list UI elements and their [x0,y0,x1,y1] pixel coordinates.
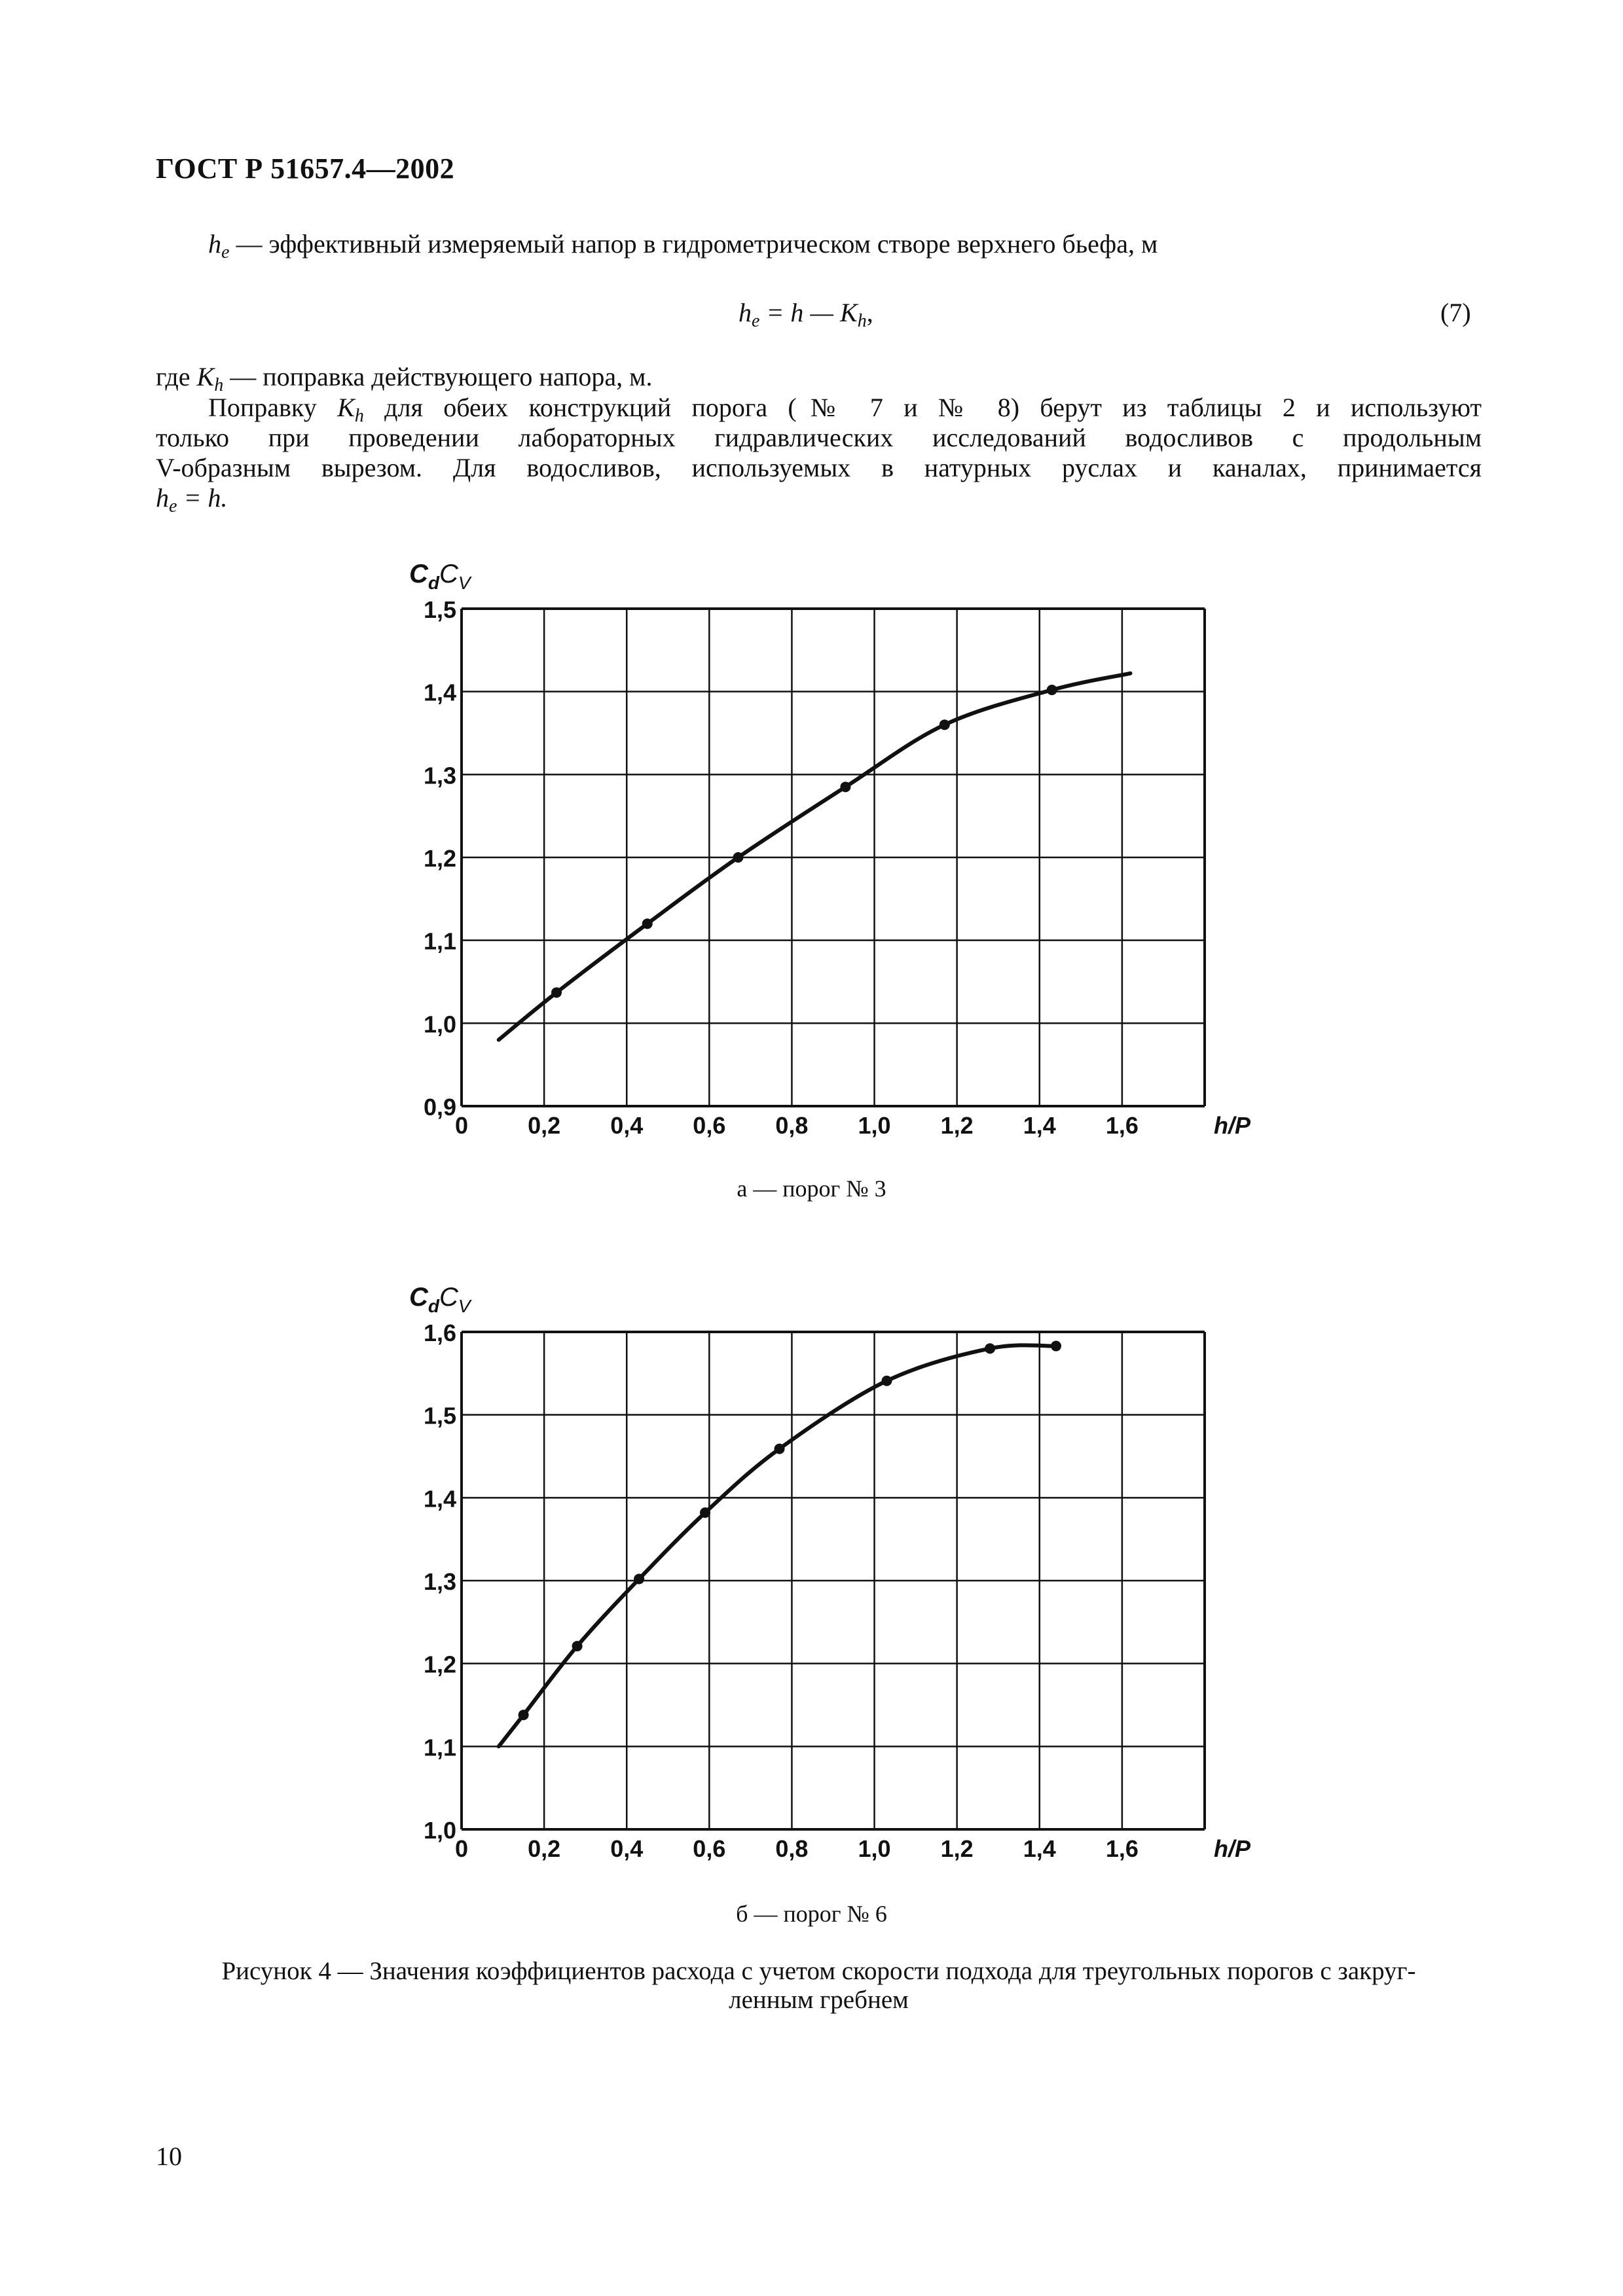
chart-a-x-tick-label: 0,8 [775,1112,809,1139]
chart-b-data-point [775,1444,785,1454]
chart-b-y-tick-label: 1,2 [423,1651,456,1678]
chart-b-x-tick-label: 1,2 [940,1835,974,1862]
chart-a-y-tick-label: 1,0 [423,1011,456,1038]
chart-a-y-tick-label: 1,3 [423,762,456,789]
chart-b-y-tick-label: 1,0 [423,1817,456,1844]
chart-a-y-axis-label [409,560,472,593]
kh-where: где [156,362,197,391]
chart-a-y-tick-label: 0,9 [423,1094,456,1121]
figure-caption-line-2: ленным гребнем [729,1986,909,2014]
chart-a-data-point [551,987,562,997]
formula-lhs: h [739,298,752,327]
paragraph-line-4 [156,483,227,522]
chart-b-y-tick-label: 1,5 [423,1402,456,1429]
he-symbol: h [208,229,221,259]
chart-a-y-tick-label: 1,2 [423,845,456,872]
chart-a-x-tick-label: 1,4 [1023,1112,1056,1139]
chart-a-y-tick-label: 1,1 [423,927,456,955]
chart-b-data-point [572,1641,583,1651]
paragraph-line-3: V-образным вырезом. Для водосливов, используемых в натурных руслах и каналах, принимается [156,453,1482,482]
paragraph-text: для обеих конструкций порога (№ 7 и № 8) берут из таблицы 2 и используют [363,393,1482,422]
chart-b-y-label-c1: C [409,1283,428,1312]
formula-lhs-sub: e [752,311,760,331]
chart-b-x-tick-label: 1,4 [1023,1835,1056,1862]
kh-definition-text: — поправка действующего напора, м. [223,362,653,391]
chart-a-y-tick-label: 1,5 [423,596,456,623]
chart-a-data-point [1047,685,1057,695]
figure-caption-line-1: Рисунок 4 — Значения коэффициентов расхода с учетом скорости подхода для треугольных порогов с закруг- [221,1957,1416,1985]
chart-b-subcaption: б — порог № 6 [736,1901,887,1927]
chart-a-x-tick-label: 0,6 [693,1112,726,1139]
he-symbol-sub: e [169,496,177,516]
chart-b-y-label-sub2: V [458,1296,471,1316]
chart-b-y-tick-label: 1,3 [423,1568,456,1595]
chart-a-x-axis-label: h/P [1213,1112,1251,1139]
formula-end: , [866,298,873,327]
chart-a-x-tick-label: 1,0 [858,1112,891,1139]
chart-b-data-point [881,1376,892,1386]
chart-b-y-axis-label [409,1283,472,1316]
chart-b-data-point [634,1573,644,1584]
chart-a-data-point [840,781,850,792]
formula-middle: = h — K [759,298,858,327]
he-symbol: h [156,483,169,512]
he-symbol-sub: e [221,242,230,262]
chart-a-x-tick-label: 1,2 [940,1112,974,1139]
chart-b-data-point [700,1507,710,1518]
chart-a-data-point [642,918,653,929]
chart-b-x-tick-label: 1,0 [858,1835,891,1862]
he-definition-text: — эффективный измеряемый напор в гидрометрическом створе верхнего бьефа, м [229,229,1158,259]
kh-symbol-sub: h [214,375,224,395]
chart-a-x-tick-label: 0,2 [528,1112,561,1139]
chart-a-data-point [939,719,950,730]
he-definition [208,229,1158,268]
document-header: ГОСТ Р 51657.4—2002 [156,152,455,185]
chart-b-y-label-sub1: d [428,1296,439,1316]
chart-b [367,1266,1283,1895]
chart-b-x-tick-label: 0,2 [528,1835,561,1862]
formula-7 [739,298,873,336]
chart-b-x-tick-label: 1,6 [1105,1835,1139,1862]
chart-b-y-tick-label: 1,6 [423,1319,456,1346]
chart-a-x-tick-label: 0 [454,1112,469,1139]
chart-a-y-tick-label: 1,4 [423,679,456,706]
chart-b-x-tick-label: 0,4 [610,1835,644,1862]
chart-b-data-point [519,1710,529,1720]
chart-b-y-label-c2: C [439,1283,458,1312]
chart-a-y-label-c1: C [409,560,428,588]
page-number: 10 [156,2142,182,2171]
chart-b-y-tick-label: 1,1 [423,1734,456,1761]
kh-symbol: K [337,393,355,422]
chart-b-x-tick-label: 0,8 [775,1835,809,1862]
chart-a-y-label-sub2: V [458,573,471,593]
chart-a-y-label-sub1: d [428,573,439,593]
paragraph-text: Поправку [208,393,338,422]
chart-a-data-point [733,852,743,863]
formula-rhs-sub: h [857,311,867,331]
chart-a-y-label-c2: C [439,560,458,588]
chart-a-x-tick-label: 0,4 [610,1112,644,1139]
chart-a-curve [499,673,1131,1040]
chart-b-x-axis-label: h/P [1213,1835,1251,1862]
kh-symbol-sub: h [354,406,364,426]
chart-b-x-tick-label: 0,6 [693,1835,726,1862]
kh-symbol: K [196,362,215,391]
figure-caption [156,1957,1482,2015]
chart-b-x-tick-label: 0 [454,1835,469,1862]
chart-a-x-tick-label: 1,6 [1105,1112,1139,1139]
chart-b-curve [499,1345,1056,1746]
paragraph-text: = h. [177,483,228,512]
chart-a-subcaption: а — порог № 3 [737,1175,886,1202]
paragraph-line-2: только при проведении лабораторных гидравлических исследований водосливов с продольным [156,423,1482,452]
chart-a [367,543,1283,1172]
chart-b-data-point [985,1343,995,1354]
chart-b-data-point [1051,1341,1061,1352]
formula-number: (7) [1440,298,1471,327]
chart-b-y-tick-label: 1,4 [423,1485,456,1513]
